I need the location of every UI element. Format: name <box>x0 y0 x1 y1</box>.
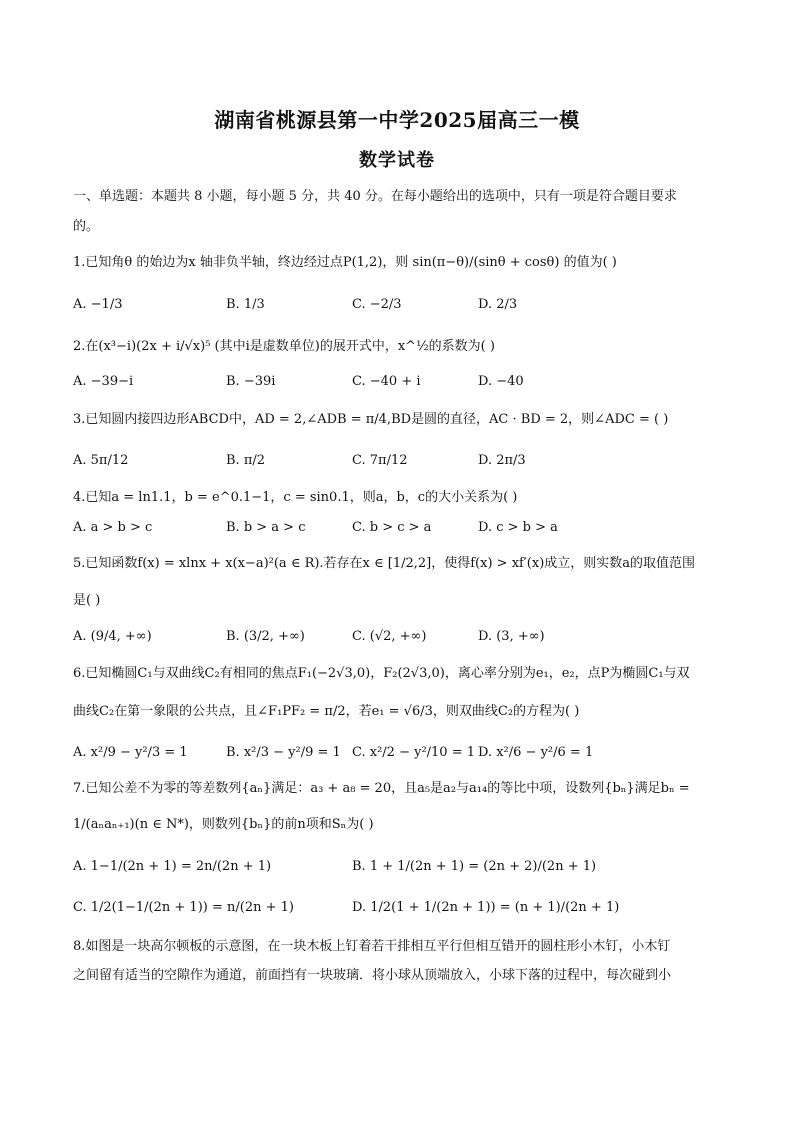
question-4-option-a: A. a > b > c <box>73 520 153 535</box>
question-1-stem: 1.已知角θ 的始边为x 轴非负半轴，终边经过点P(1,2)，则 sin(π−θ)/(sinθ + cosθ) 的值为( ) <box>73 255 617 270</box>
question-2-stem: 2.在(x³−i)(2x + i/√x)⁵ (其中i是虚数单位)的展开式中，x^½的系数为( ) <box>73 339 495 354</box>
section-heading-line-1: 一、单选题：本题共 8 小题，每小题 5 分，共 40 分。在每小题给出的选项中，只有一项是符合题目要求 <box>73 189 677 204</box>
question-1-option-d: D. 2/3 <box>478 297 518 312</box>
question-7-stem-line-1: 7.已知公差不为零的等差数列{aₙ}满足：a₃ + a₈ = 20，且a₅是a₂与a₁₄的等比中项，设数列{bₙ}满足bₙ = <box>73 781 690 796</box>
question-3-option-c: C. 7π/12 <box>352 453 408 468</box>
question-4-stem: 4.已知a = ln1.1，b = e^0.1−1，c = sin0.1，则a，b，c的大小关系为( ) <box>73 490 518 505</box>
exam-subtitle: 数学试卷 <box>359 150 435 171</box>
question-3-option-a: A. 5π/12 <box>73 453 129 468</box>
question-5-stem-line-2: 是( ) <box>73 593 101 608</box>
question-5-option-c: C. (√2, +∞) <box>352 629 427 644</box>
question-3-option-b: B. π/2 <box>226 453 266 468</box>
question-6-option-c: C. x²/2 − y²/10 = 1 <box>352 745 476 760</box>
question-3-stem: 3.已知圆内接四边形ABCD中，AD = 2,∠ADB = π/4,BD是圆的直径，AC · BD = 2，则∠ADC = ( ) <box>73 412 669 427</box>
question-6-stem-line-1: 6.已知椭圆C₁与双曲线C₂有相同的焦点F₁(−2√3,0)，F₂(2√3,0)，离心率分别为e₁，e₂，点P为椭圆C₁与双 <box>73 666 690 681</box>
question-4-option-d: D. c > b > a <box>478 520 558 535</box>
question-3-option-d: D. 2π/3 <box>478 453 526 468</box>
question-6-stem-line-2: 曲线C₂在第一象限的公共点，且∠F₁PF₂ = π/2，若e₁ = √6/3，则双曲线C₂的方程为( ) <box>73 704 580 719</box>
question-7-stem-line-2: 1/(aₙaₙ₊₁)(n ∈ N*)，则数列{bₙ}的前n项和Sₙ为( ) <box>73 817 374 832</box>
question-4-option-b: B. b > a > c <box>226 520 306 535</box>
question-6-option-a: A. x²/9 − y²/3 = 1 <box>73 745 188 760</box>
question-5-option-b: B. (3/2, +∞) <box>226 629 305 644</box>
question-7-option-b: B. 1 + 1/(2n + 1) = (2n + 2)/(2n + 1) <box>352 859 597 874</box>
question-5-option-a: A. (9/4, +∞) <box>73 629 152 644</box>
question-2-option-d: D. −40 <box>478 374 524 389</box>
question-7-option-a: A. 1−1/(2n + 1) = 2n/(2n + 1) <box>73 859 272 874</box>
question-5-stem-line-1: 5.已知函数f(x) = xlnx + x(x−a)²(a ∈ R).若存在x ∈ [1/2,2]，使得f(x) > xf′(x)成立，则实数a的取值范围 <box>73 556 696 571</box>
question-4-option-c: C. b > c > a <box>352 520 432 535</box>
question-1-option-b: B. 1/3 <box>226 297 265 312</box>
exam-title: 湖南省桃源县第一中学2025届高三一模 <box>214 108 580 132</box>
question-2-option-a: A. −39−i <box>73 374 134 389</box>
section-heading-line-2: 的。 <box>73 219 100 234</box>
question-8-stem-line-1: 8.如图是一块高尔顿板的示意图，在一块木板上钉着若干排相互平行但相互错开的圆柱形小木钉，小木钉 <box>73 939 671 954</box>
question-1-option-a: A. −1/3 <box>73 297 123 312</box>
question-7-option-d: D. 1/2(1 + 1/(2n + 1)) = (n + 1)/(2n + 1) <box>352 900 620 915</box>
question-5-option-d: D. (3, +∞) <box>478 629 545 644</box>
question-7-option-c: C. 1/2(1−1/(2n + 1)) = n/(2n + 1) <box>73 900 294 915</box>
question-6-option-b: B. x²/3 − y²/9 = 1 <box>226 745 341 760</box>
question-1-option-c: C. −2/3 <box>352 297 402 312</box>
question-2-option-c: C. −40 + i <box>352 374 421 389</box>
question-2-option-b: B. −39i <box>226 374 276 389</box>
question-8-stem-line-2: 之间留有适当的空隙作为通道，前面挡有一块玻璃．将小球从顶端放入，小球下落的过程中，每次碰到小 <box>73 968 672 983</box>
question-6-option-d: D. x²/6 − y²/6 = 1 <box>478 745 594 760</box>
